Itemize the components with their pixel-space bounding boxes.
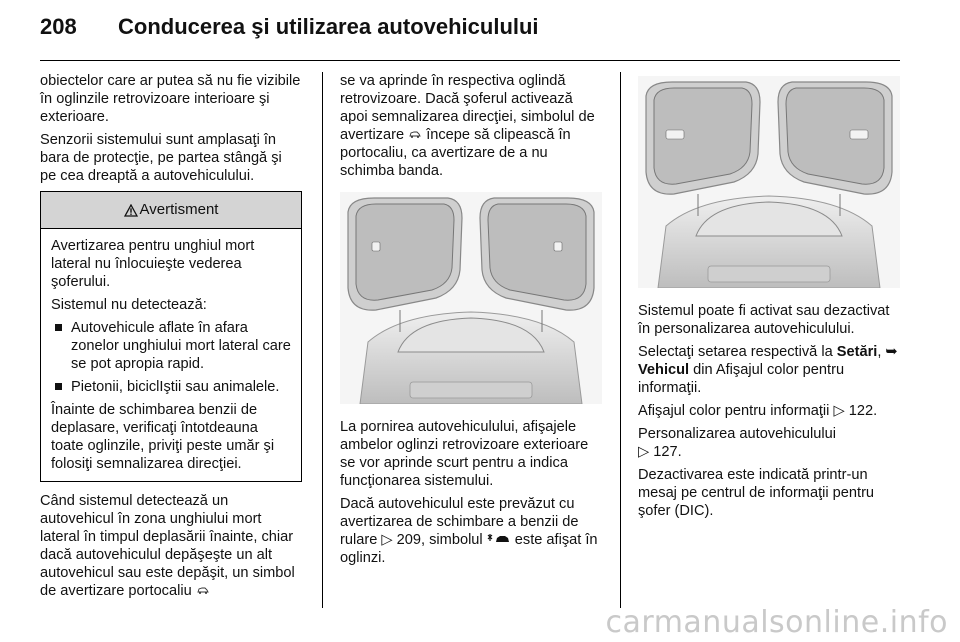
menu-arrow-icon: ➥: [885, 344, 898, 360]
bullet-square-icon: [55, 324, 62, 331]
column-middle: [340, 72, 602, 572]
watermark: carmanualsonline.info: [605, 605, 948, 640]
paragraph: Înainte de schimbarea benzii de deplasare, verificaţi întotdeauna toate oglinzile, priviţi peste umăr şi folosiţi semnalizarea direcţiei.: [51, 402, 275, 472]
paragraph: se va aprinde în respectiva oglindă retrovizoare. Dacă şoferul activează apoi semnalizarea direcţiei, simbolul de avertizare începe să clipească în portocaliu, ca avertizare de a nu schimba banda.: [340, 73, 595, 179]
list-item: Autovehicule aflate în afara zonelor unghiului mort lateral care se pot apropia rapid.: [51, 319, 291, 373]
warning-body: [41, 229, 301, 481]
paragraph: Selectaţi setarea respectivă la Setări, ➥ Vehicul din Afişajul color pentru informaţii.: [638, 344, 898, 396]
page-header: [40, 14, 900, 50]
warning-title: Avertisment: [139, 201, 219, 218]
bullet-square-icon: [55, 383, 62, 390]
reference-arrow-icon: ▷: [638, 444, 650, 460]
page-title: Conducerea şi utilizarea autovehiculului: [118, 14, 539, 39]
warning-triangle-icon: [124, 204, 138, 217]
page-number: 208: [40, 14, 77, 39]
menu-item-vehicul: Vehicul: [638, 362, 690, 378]
paragraph: La pornirea autovehiculului, afişajele ambelor oglinzi retrovizoare exterioare se vor aprinde scurt pentru a indica funcţionarea sistemului.: [340, 419, 589, 489]
paragraph: Sistemul nu detectează:: [51, 297, 207, 313]
paragraph: Dacă autovehiculul este prevăzut cu avertizarea de schimbare a benzii de rulare ▷ 209, simbolul este afişat în oglinzi.: [340, 496, 598, 566]
lane-change-icon: [487, 533, 511, 544]
paragraph: Senzorii sistemului sunt amplasaţi în bara de protecţie, pe partea stângă şi pe cea dreaptă a autovehiculului.: [40, 132, 282, 184]
paragraph: Când sistemul detectează un autovehicul în zona unghiului mort lateral în timpul deplasării înainte, chiar dacă autovehiculul depăşeşte un alt autovehicul sau este depăşit, un simbol de avertizare portocaliu: [40, 493, 295, 599]
paragraph: Dezactivarea este indicată printr-un mesaj pe centrul de informaţii pentru şofer (DIC).: [638, 467, 875, 519]
menu-item-setari: Setări: [836, 344, 878, 360]
column-divider: [620, 72, 621, 608]
reference-arrow-icon: ▷: [833, 403, 845, 419]
blind-spot-car-icon: [408, 128, 422, 139]
paragraph: Avertizarea pentru unghiul mort lateral nu înlocuieşte vederea şoferului.: [51, 238, 255, 290]
header-divider: [40, 60, 900, 61]
warning-header: [41, 192, 301, 229]
blind-spot-car-icon: [196, 584, 210, 595]
column-right: [638, 74, 900, 525]
paragraph: obiectelor care ar putea să nu fie vizibile în oglinzile retrovizoare interioare şi exterioare.: [40, 73, 301, 125]
warning-box: [40, 191, 302, 482]
reference-arrow-icon: ▷: [381, 532, 393, 548]
list-item: Pietonii, biciclIştii sau animalele.: [51, 378, 291, 396]
paragraph: Personalizarea autovehiculului ▷ 127.: [638, 426, 836, 460]
paragraph: Sistemul poate fi activat sau dezactivat în personalizarea autovehiculului.: [638, 303, 890, 337]
mirrors-illustration: [638, 76, 900, 288]
paragraph: Afişajul color pentru informaţii ▷ 122.: [638, 403, 878, 419]
column-left: [40, 72, 302, 605]
mirrors-illustration: [340, 192, 602, 404]
column-divider: [322, 72, 323, 608]
